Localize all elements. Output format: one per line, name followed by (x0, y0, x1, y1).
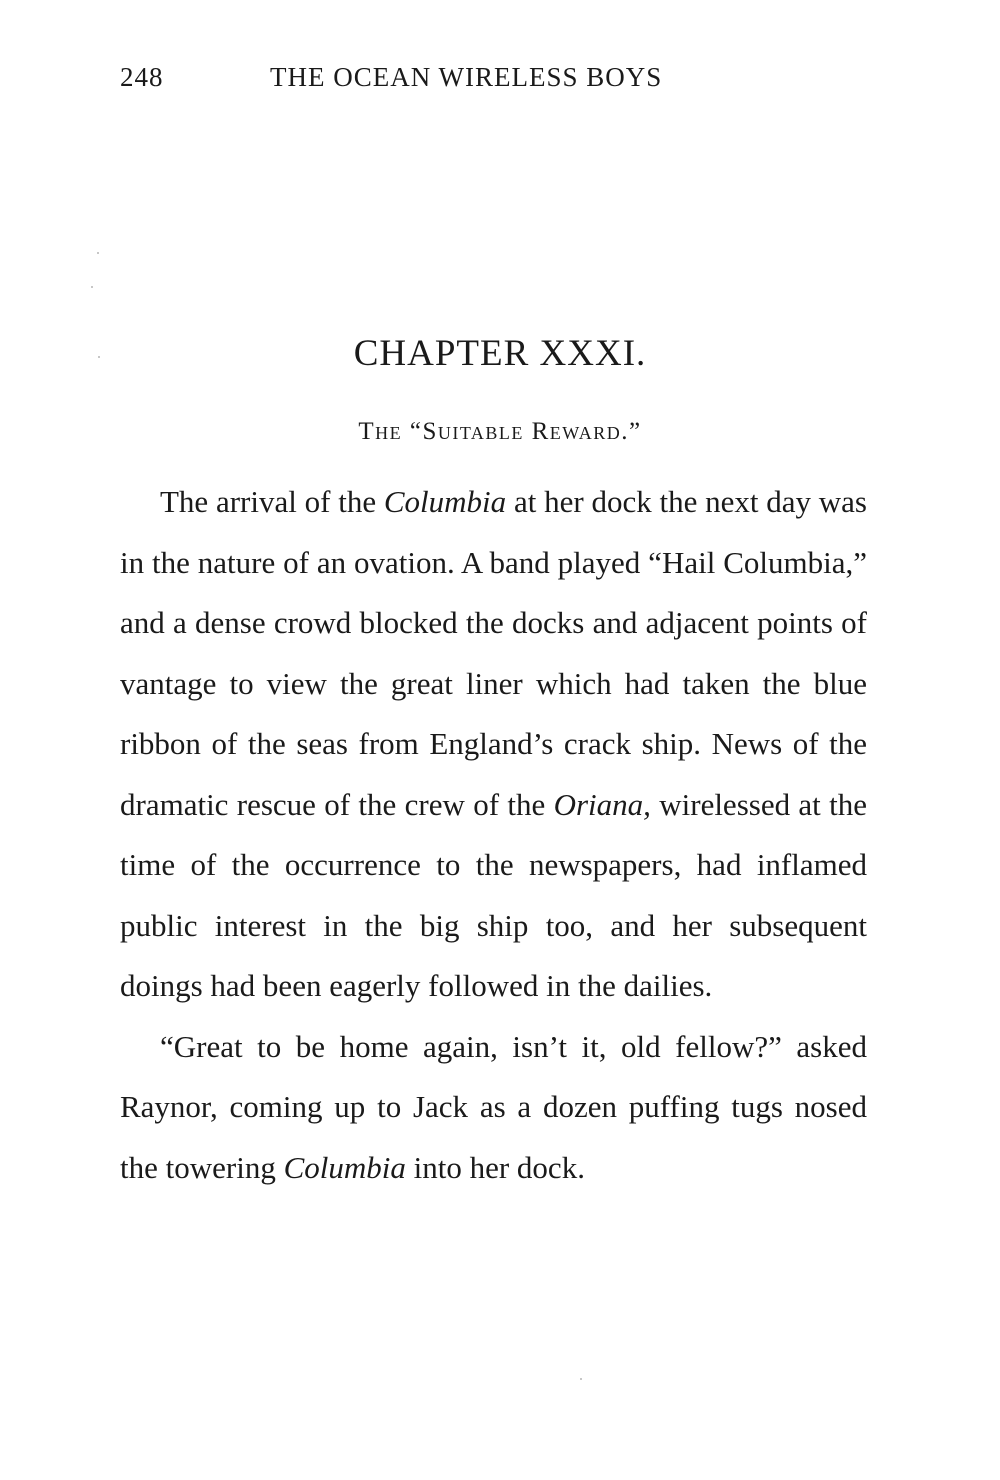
text-run: “Great to be home again, isn’t it, old fellow?” asked Raynor, coming up to Jack as a dozen puffing tugs nosed the towering (120, 1028, 867, 1185)
chapter-heading: CHAPTER XXXI. (353, 333, 647, 374)
book-title: THE OCEAN WIRELESS BOYS (270, 62, 663, 92)
page-speck (91, 286, 93, 288)
paragraph (120, 472, 867, 1017)
text-run: into her dock. (405, 1149, 585, 1185)
paragraph (120, 1017, 867, 1199)
page-speck (97, 252, 99, 254)
text-run: wirelessed at the time of the occurrence to the newspapers, had inflamed public interest in the big ship too, and her subsequent doings had been eagerly followed in the dailies. (120, 786, 867, 1003)
italic-text: Columbia (283, 1149, 406, 1185)
page-speck (580, 1378, 582, 1380)
running-head (120, 62, 740, 98)
text-run: at her dock the next day was in the nature of an ovation. A band played “Hail Columbia,” and a dense crowd blocked the docks and adjacent points of vantage to view the great liner which had taken the blue ribbon of the seas from England’s crack ship. News of the dramatic rescue of the crew of the (120, 484, 867, 822)
page-speck (98, 356, 100, 358)
italic-text: Oriana, (553, 786, 651, 822)
chapter-title: The “Suitable Reward.” (358, 418, 642, 445)
page-number: 248 (120, 62, 164, 92)
italic-text: Columbia (383, 484, 507, 519)
body-text (120, 472, 867, 1198)
text-run: The arrival of the (160, 484, 384, 519)
